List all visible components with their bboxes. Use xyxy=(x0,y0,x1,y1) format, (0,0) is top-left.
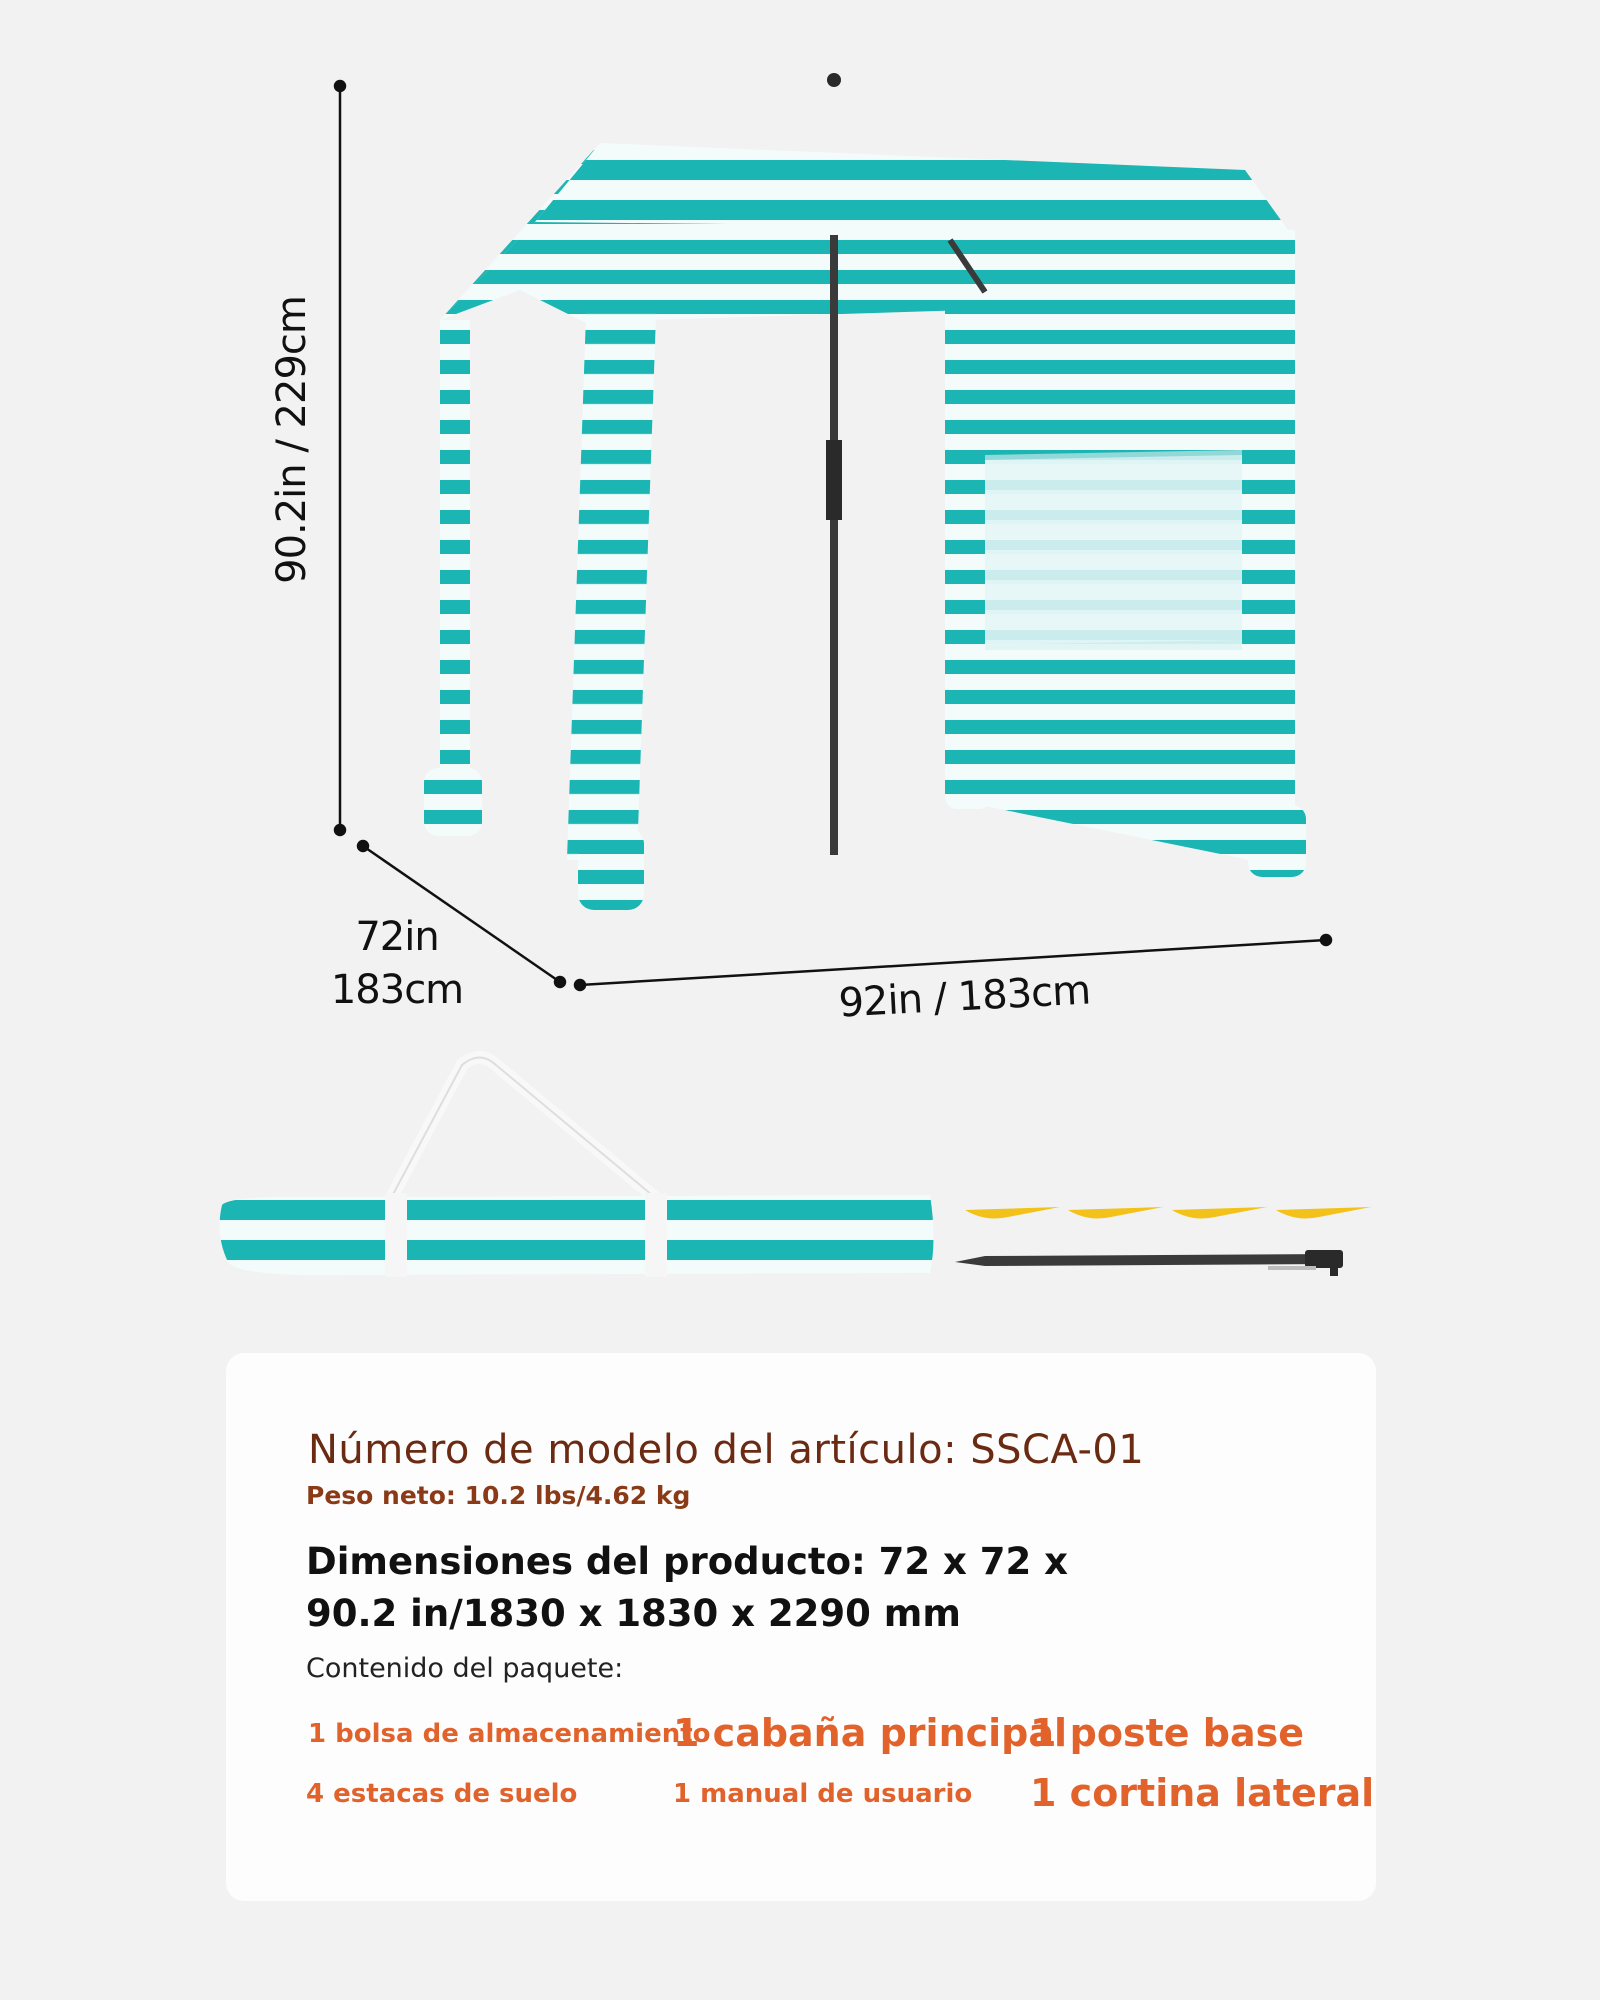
package-item-base-pole: 1 poste base xyxy=(1030,1711,1304,1755)
model-number-title: Número de modelo del artículo: SSCA-01 xyxy=(308,1427,1145,1473)
package-item-ground-stakes: 4 estacas de suelo xyxy=(306,1779,578,1809)
package-contents-label: Contenido del paquete: xyxy=(306,1653,624,1684)
product-dimensions xyxy=(306,1536,1068,1640)
storage-bag-image xyxy=(220,1058,934,1278)
height-label: 90.2in / 229cm xyxy=(269,296,315,584)
package-item-storage-bag: 1 bolsa de almacenamiento xyxy=(308,1719,711,1749)
depth-label-in: 72in xyxy=(355,914,439,960)
package-item-user-manual: 1 manual de usuario xyxy=(673,1779,973,1809)
package-item-side-curtain: 1 cortina lateral xyxy=(1030,1771,1375,1815)
width-label: 92in / 183cm xyxy=(837,967,1092,1027)
specs-card xyxy=(226,1353,1376,1901)
depth-label-cm: 183cm xyxy=(330,967,464,1013)
net-weight: Peso neto: 10.2 lbs/4.62 kg xyxy=(306,1481,691,1510)
base-pole-image xyxy=(955,1250,1343,1276)
striped-cabana-image xyxy=(424,73,1306,910)
package-item-main-cabana: 1 cabaña principal xyxy=(673,1711,1068,1755)
dimensions-line-1: Dimensiones del producto: 72 x 72 x xyxy=(306,1540,1069,1583)
ground-stakes-image xyxy=(965,1207,1371,1218)
dimensions-line-2: 90.2 in/1830 x 1830 x 2290 mm xyxy=(306,1592,961,1635)
